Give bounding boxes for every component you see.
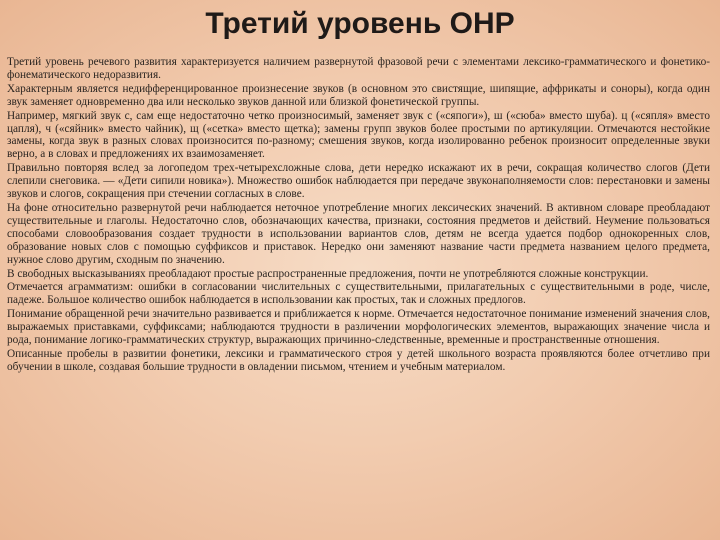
- paragraph: В свободных высказываниях преобладают простые распространенные предложения, почти не употребляются сложные конструкции.: [7, 267, 649, 280]
- paragraph: Отмечается аграмматизм: ошибки в согласовании числительных с существительными, прилагательных с существительными в роде, числе, падеже. Большое количество ошибок наблюдается в использовании как простых, так и сложных предлогов.: [7, 281, 710, 307]
- paragraph: Правильно повторяя вслед за логопедом трех-четырехсложные слова, дети нередко искажают их в речи, сокращая количество слогов (Дети слепили снеговика. — «Дети сипили новика»). Множество ошибок наблюдается при передаче звуконаполняемости слов: перестановки и замены звуков и слогов, сокращения при стечении согласных в слове.: [7, 162, 710, 201]
- slide-title: Третий уровень ОНР: [205, 7, 515, 40]
- paragraph: На фоне относительно развернутой речи наблюдается неточное употребление многих лексических значений. В активном словаре преобладают существительные и глаголы. Недостаточно слов, обозначающих качества, признаки, состояния предметов и действий. Неумение пользоваться способами словообразования создает трудности в использовании вариантов слов, детям не всегда удается подбор однокоренных слов, образование новых слов с помощью суффиксов и приставок. Нередко они заменяют название части предмета названием целого предмета, нужное слово другим, сходным по значению.: [7, 201, 710, 266]
- paragraph: Третий уровень речевого развития характеризуется наличием развернутой фразовой речи с элементами лексико-грамматического и фонетико-фонематического недоразвития.: [7, 56, 710, 81]
- paragraph: Характерным является недифференцированное произнесение звуков (в основном это свистящие, шипящие, аффрикаты и соноры), когда один звук заменяет одновременно два или несколько звуков данной или близкой фонетической группы.: [7, 82, 710, 108]
- paragraph: Понимание обращенной речи значительно развивается и приближается к норме. Отмечается недостаточное понимание изменений значения слов, выражаемых приставками, суффиксами; наблюдаются трудности в различении морфологических элементов, выражающих значение числа и рода, понимание логико-грамматических структур, выражающих причинно-следственные, временные и пространственные отношения.: [7, 308, 710, 347]
- paragraph: Описанные пробелы в развитии фонетики, лексики и грамматического строя у детей школьного возраста проявляются более отчетливо при обучении в школе, создавая большие трудности в овладении письмом, чтением и учебным материалом.: [7, 347, 710, 373]
- paragraph: Например, мягкий звук с, сам еще недостаточно четко произносимый, заменяет звук с («сяпоги»), ш («сюба» вместо шуба). ц («сяпля» вместо цапля), ч («сяйник» вместо чайник), щ («сетка» вместо щетка); замены групп звуков более простыми по артикуляции. Отмечаются нестойкие замены, когда звук в разных словах произносится по-разному; смешения звуков, когда изолированно ребенок произносит определенные звуки верно, а в словах и предложениях их взаимозаменяет.: [7, 109, 710, 161]
- slide-body: [7, 56, 710, 375]
